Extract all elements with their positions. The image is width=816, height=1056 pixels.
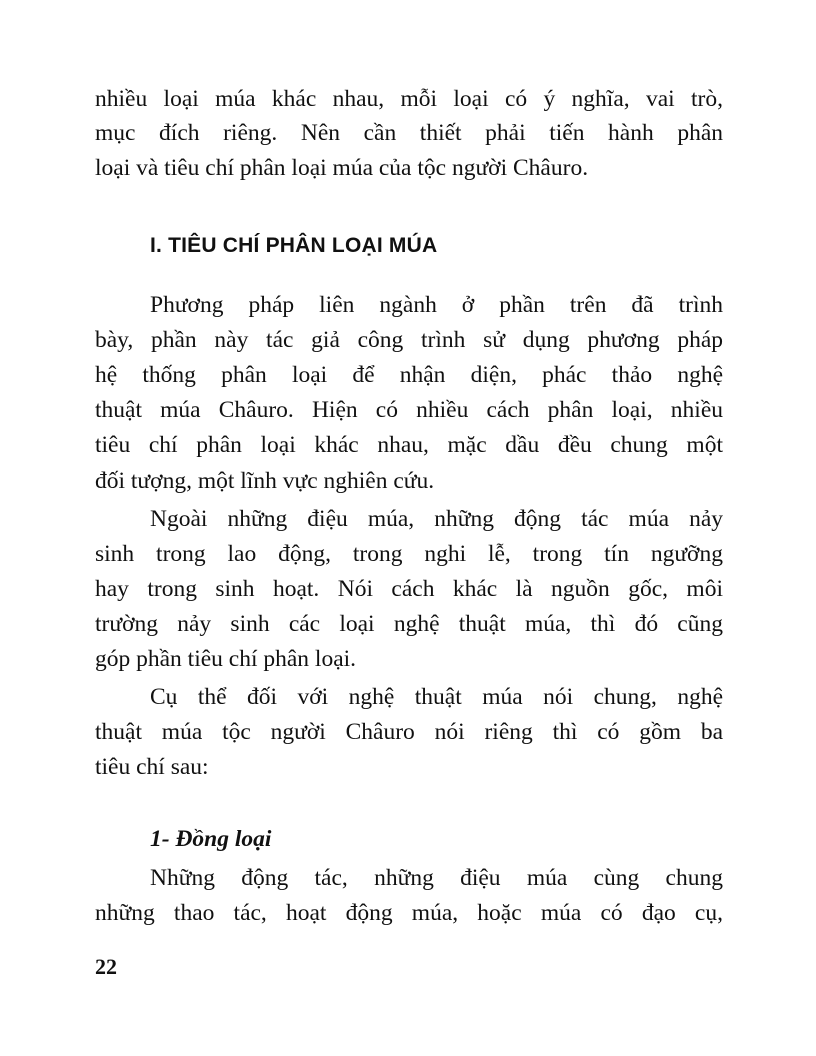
para4-line-2: những thao tác, hoạt động múa, hoặc múa có đạo cụ, (95, 900, 723, 926)
para3-line-2: thuật múa tộc người Châuro nói riêng thì có gồm ba (95, 719, 723, 745)
para1-line-2: bày, phần này tác giả công trình sử dụng phương pháp (95, 327, 723, 353)
para1-line-1: Phương pháp liên ngành ở phần trên đã trình (150, 292, 723, 318)
para2-line-5: góp phần tiêu chí phân loại. (95, 646, 357, 672)
para1-line-6: đối tượng, một lĩnh vực nghiên cứu. (95, 468, 435, 494)
section-heading: I. TIÊU CHÍ PHÂN LOẠI MÚA (150, 234, 438, 257)
para3-line-3: tiêu chí sau: (95, 754, 209, 780)
para2-line-1: Ngoài những điệu múa, những động tác múa nảy (150, 506, 723, 532)
page-number: 22 (95, 954, 117, 979)
para2-line-4: trường nảy sinh các loại nghệ thuật múa, thì đó cũng (95, 611, 723, 637)
para2-line-3: hay trong sinh hoạt. Nói cách khác là nguồn gốc, môi (95, 576, 723, 602)
para1-line-4: thuật múa Châuro. Hiện có nhiều cách phân loại, nhiều (95, 397, 723, 423)
intro-line-3: loại và tiêu chí phân loại múa của tộc người Châuro. (95, 155, 589, 181)
para1-line-3: hệ thống phân loại để nhận diện, phác thảo nghệ (95, 362, 723, 388)
para2-line-2: sinh trong lao động, trong nghi lễ, trong tín ngưỡng (95, 541, 723, 567)
para4-line-1: Những động tác, những điệu múa cùng chung (150, 865, 723, 891)
subsection-heading: 1- Đồng loại (150, 826, 272, 852)
intro-line-1: nhiều loại múa khác nhau, mỗi loại có ý nghĩa, vai trò, (95, 86, 723, 112)
para3-line-1: Cụ thể đối với nghệ thuật múa nói chung, nghệ (150, 684, 723, 710)
intro-line-2: mục đích riêng. Nên cần thiết phải tiến hành phân (95, 120, 723, 146)
para1-line-5: tiêu chí phân loại khác nhau, mặc dầu đều chung một (95, 432, 723, 458)
